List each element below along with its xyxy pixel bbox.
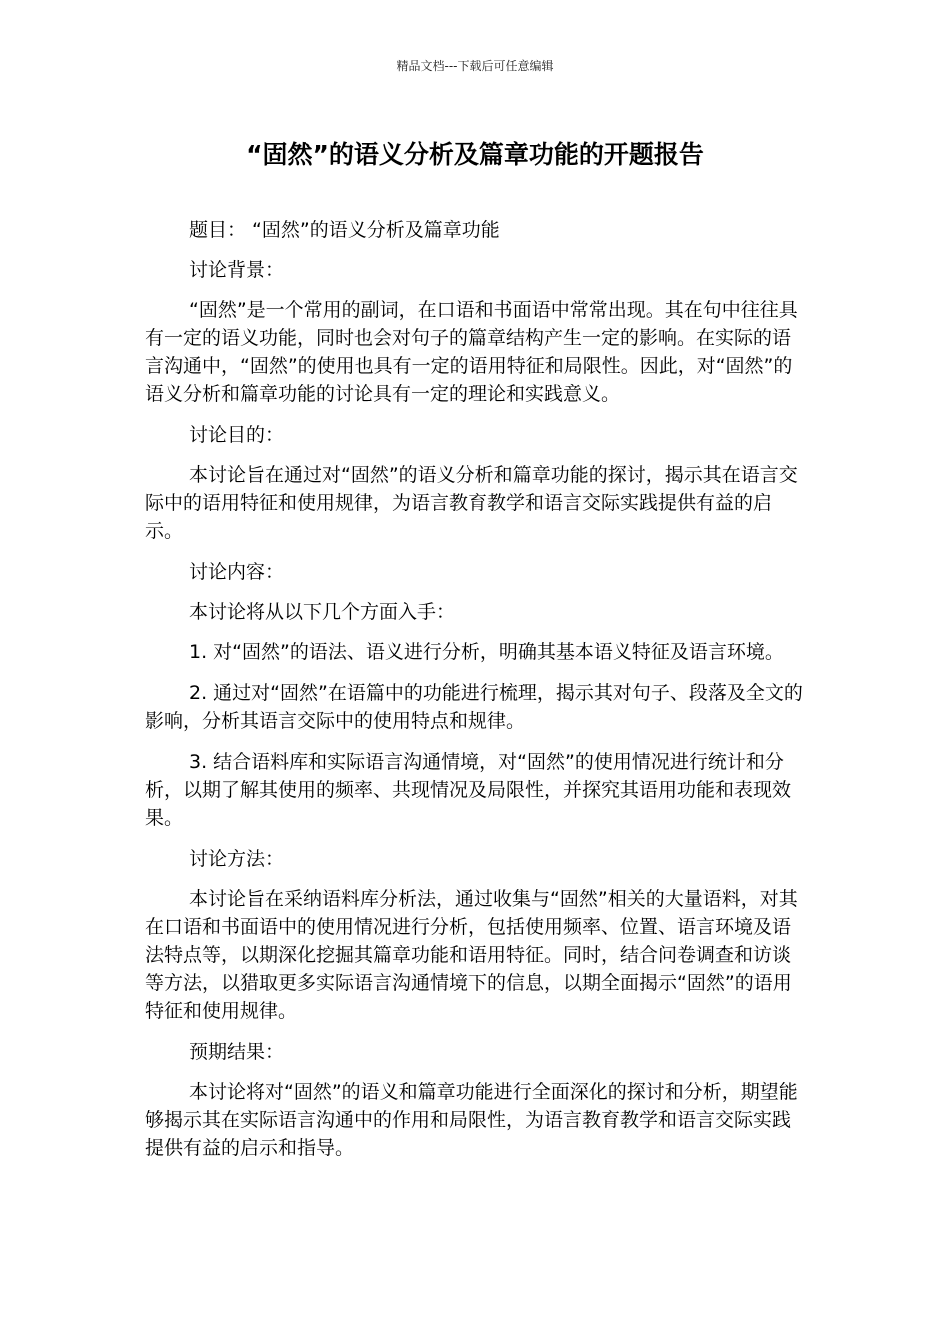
purpose-paragraph: 本讨论旨在通过对“固然”的语义分析和篇章功能的探讨，揭示其在语言交际中的语用特征和使用规律，为语言教育教学和语言交际实践提供有益的启示。 (145, 464, 798, 542)
content-item-2: 2. 通过对“固然”在语篇中的功能进行梳理，揭示其对句子、段落及全文的影响，分析其语言交际中的使用特点和规律。 (145, 682, 803, 732)
background-heading: 讨论背景： (189, 259, 285, 281)
purpose-heading: 讨论目的： (189, 424, 285, 446)
method-heading: 讨论方法： (189, 848, 285, 870)
content-item-3: 3. 结合语料库和实际语言沟通情境，对“固然”的使用情况进行统计和分析，以期了解其使用的频率、共现情况及局限性，并探究其语用功能和表现效果。 (145, 751, 792, 829)
content-item-1: 1. 对“固然”的语法、语义进行分析，明确其基本语义特征及语言环境。 (189, 641, 784, 663)
method-paragraph: 本讨论旨在采纳语料库分析法，通过收集与“固然”相关的大量语料，对其在口语和书面语中的使用情况进行分析，包括使用频率、位置、语言环境及语法特点等，以期深化挖掘其篇章功能和语用特征。同时，结合问卷调查和访谈等方法，以猎取更多实际语言沟通情境下的信息，以期全面揭示“固然”的语用特征和使用规律。 (145, 888, 798, 1022)
page-header: 精品文档---下载后可任意编辑 (396, 59, 554, 73)
background-paragraph: “固然”是一个常用的副词，在口语和书面语中常常出现。其在句中往往具有一定的语义功能，同时也会对句子的篇章结构产生一定的影响。在实际的语言沟通中，“固然”的使用也具有一定的语用特征和局限性。因此，对“固然”的语义分析和篇章功能的讨论具有一定的理论和实践意义。 (145, 299, 798, 405)
topic-line: 题目： “固然”的语义分析及篇章功能 (189, 219, 500, 241)
content-heading: 讨论内容： (189, 561, 285, 583)
result-heading: 预期结果： (189, 1041, 285, 1063)
document-title: “固然”的语义分析及篇章功能的开题报告 (246, 140, 704, 169)
result-paragraph: 本讨论将对“固然”的语义和篇章功能进行全面深化的探讨和分析，期望能够揭示其在实际语言沟通中的作用和局限性，为语言教育教学和语言交际实践提供有益的启示和指导。 (145, 1081, 798, 1159)
document-body (145, 216, 805, 1175)
content-intro: 本讨论将从以下几个方面入手： (189, 601, 456, 623)
